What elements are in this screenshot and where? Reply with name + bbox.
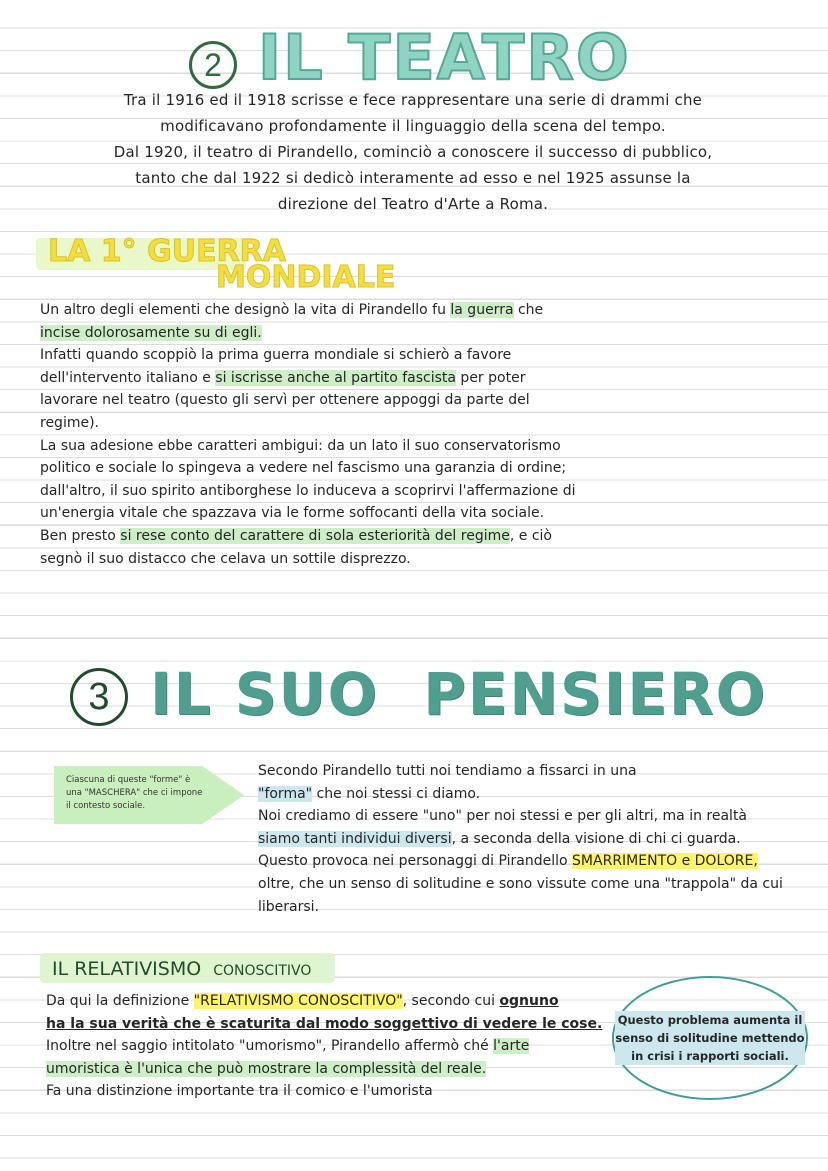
- highlight-smarrimento: SMARRIMENTO e DOLORE,: [572, 853, 758, 870]
- highlight-guerra: la guerra: [450, 302, 514, 318]
- pensiero-paragraph: [258, 760, 798, 918]
- war-line: un'energia vitale che spazzava via le forme soffocanti della vita sociale.: [40, 505, 545, 522]
- teatro-line: Dal 1920, il teatro di Pirandello, cominciò a conoscere il successo di pubblico,: [113, 143, 713, 161]
- oval-line: in crisi i rapporti sociali.: [615, 1047, 804, 1065]
- war-line: lavorare nel teatro (questo gli servì per ottenere appoggi da parte del: [40, 392, 530, 409]
- relativism-heading-a: IL RELATIVISMO: [52, 958, 202, 980]
- war-paragraph: [40, 299, 620, 570]
- section-number-2: 2: [189, 41, 237, 89]
- relativism-heading: [52, 955, 311, 985]
- pensiero-line: oltre, che un senso di solitudine e sono vissute come una "trappola" da cui: [258, 875, 783, 892]
- mask-arrow-text: Ciascuna di queste "forme" è una "MASCHERA" che ci impone il contesto sociale.: [66, 775, 203, 811]
- pensiero-line: siamo tanti individui diversi, a seconda della visione di chi ci guarda.: [258, 830, 741, 847]
- highlight-partito: si iscrisse anche al partito fascista: [215, 369, 456, 386]
- teatro-line: tanto che dal 1922 si dedicò interamente ad esso e nel 1925 assunse la: [135, 169, 691, 187]
- teatro-paragraph: [40, 87, 786, 217]
- pensiero-line: Noi crediamo di essere "uno" per noi stessi e per gli altri, ma in realtà: [258, 808, 748, 825]
- relativism-paragraph: [46, 990, 616, 1103]
- highlight-arte: l'arte: [493, 1038, 530, 1055]
- relativism-line: Fa una distinzione importante tra il comico e l'umorista: [46, 1083, 433, 1100]
- relativism-line: Da qui la definizione "RELATIVISMO CONOSCITIVO", secondo cui ognuno: [46, 993, 559, 1009]
- teatro-line: direzione del Teatro d'Arte a Roma.: [277, 195, 549, 213]
- war-line: Un altro degli elementi che designò la vita di Pirandello fu la guerra che: [40, 302, 544, 318]
- teatro-line: Tra il 1916 ed il 1918 scrisse e fece rappresentare una serie di drammi che: [123, 91, 703, 109]
- relativism-line: Inoltre nel saggio intitolato "umorismo", Pirandello affermò ché l'arte: [46, 1038, 530, 1055]
- war-line: dall'altro, il suo spirito antiborghese lo induceva a scoprirvi l'affermazione di: [40, 482, 576, 499]
- highlight-incise: incise dolorosamente su di egli.: [40, 324, 262, 341]
- relativism-line: ha la sua verità che è scaturita dal modo soggettivo di vedere le cose.: [46, 1015, 603, 1032]
- war-line: regime).: [40, 414, 100, 431]
- solitudine-oval-note: [612, 976, 808, 1100]
- pensiero-line: Secondo Pirandello tutti noi tendiamo a fissarci in una: [258, 763, 637, 779]
- pensiero-line: liberarsi.: [258, 898, 320, 915]
- section-title-pensiero: IL SUO PENSIERO: [150, 660, 767, 728]
- highlight-regime: si rese conto del carattere di sola esteriorità del regime: [120, 527, 510, 544]
- oval-line: senso di solitudine mettendo: [615, 1031, 805, 1045]
- pensiero-line: "forma" che noi stessi ci diamo.: [258, 785, 481, 802]
- relativism-line: [46, 1058, 616, 1081]
- war-line: dell'intervento italiano e si iscrisse anche al partito fascista per poter: [40, 369, 526, 386]
- teatro-line: modificavano profondamente il linguaggio della scena del tempo.: [160, 117, 666, 135]
- relativism-heading-b: CONOSCITIVO: [213, 963, 312, 979]
- war-line: Ben presto si rese conto del carattere di sola esteriorità del regime, e ciò: [40, 527, 552, 544]
- highlight-individui: siamo tanti individui diversi: [258, 830, 452, 847]
- pensiero-line: Questo provoca nei personaggi di Pirandello SMARRIMENTO e DOLORE,: [258, 853, 758, 870]
- war-line: Infatti quando scoppiò la prima guerra mondiale si schierò a favore: [40, 347, 512, 364]
- section-title-teatro: IL TEATRO: [258, 21, 631, 94]
- war-line: La sua adesione ebbe caratteri ambigui: da un lato il suo conservatorismo: [40, 437, 561, 454]
- highlight-relativismo: "RELATIVISMO CONOSCITIVO": [193, 993, 403, 1009]
- highlight-forma: "forma": [258, 785, 313, 802]
- highlight-umoristica: umoristica è l'unica che può mostrare la complessità del reale.: [46, 1060, 487, 1077]
- section-number-3: 3: [70, 668, 128, 726]
- war-line: [40, 322, 620, 345]
- war-line: segnò il suo distacco che celava un sottile disprezzo.: [40, 550, 411, 567]
- oval-line: Questo problema aumenta il: [615, 1011, 804, 1029]
- war-heading-line2: MONDIALE: [216, 260, 396, 295]
- war-heading-line1: LA 1° GUERRA: [48, 234, 286, 269]
- war-line: politico e sociale lo spingeva a vedere nel fascismo una garanzia di ordine;: [40, 460, 567, 477]
